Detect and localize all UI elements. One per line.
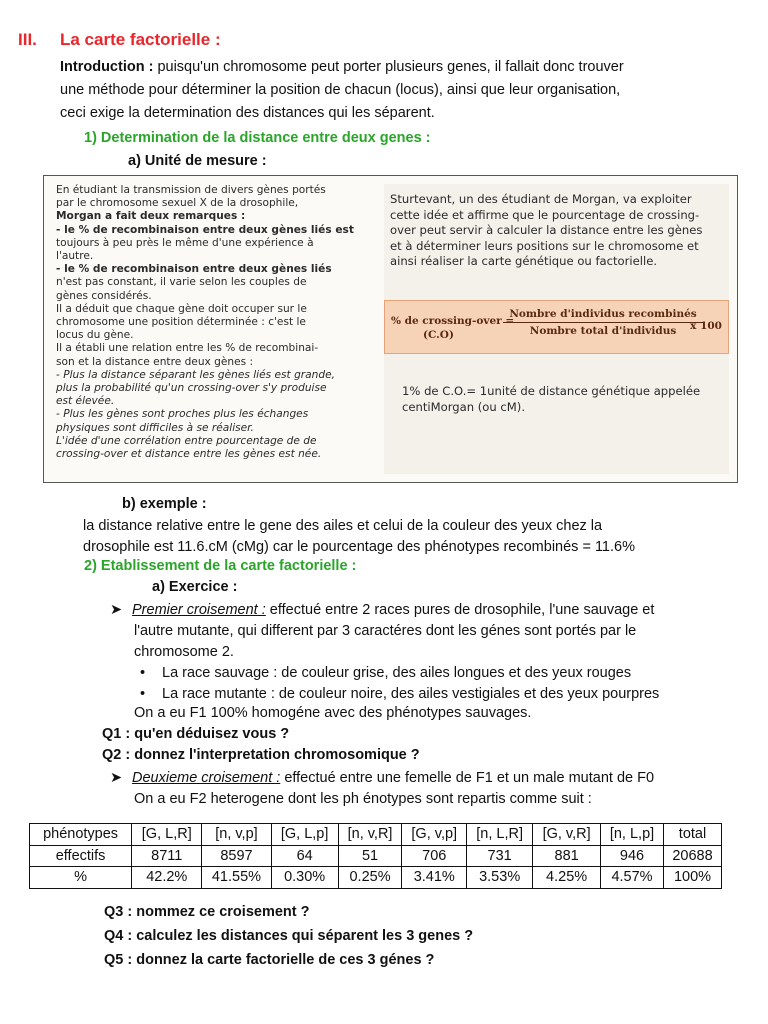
question-3: Q3 : nommez ce croisement ? [104,904,310,920]
table-cell: 51 [338,845,402,867]
intro-label: Introduction : [60,59,154,75]
fig-line: toujours à peu près le même d'une expérience à [56,236,314,249]
fig-right-line: et à déterminer leurs positions sur le chromosome et [390,238,699,253]
example-line-1: la distance relative entre le gene des ailes et celui de la couleur des yeux chez la [83,518,603,534]
table-cell: [n, v,R] [338,824,402,846]
fig-line: Il a établi une relation entre les % de recombinai- [56,342,319,355]
table-cell: 731 [467,845,533,867]
dot-bullet-icon: • [140,686,146,702]
fig-line: L'idée d'une corrélation entre pourcentage de de [56,434,317,447]
dot-bullet-icon: • [140,665,146,681]
table-cell: [n, L,p] [601,824,664,846]
table-cell: 8597 [202,845,271,867]
figure-morgan-text [56,184,372,461]
example-text [83,516,743,558]
fig-right-line: ainsi réaliser la carte génétique ou factorielle. [390,254,658,268]
formula-fraction [503,308,703,337]
fig-line: - Plus la distance séparant les gènes liés est grande, [56,368,335,381]
unit-heading: a) Unité de mesure : [128,153,267,169]
fig-line: son et la distance entre deux gènes : [56,355,254,368]
formula-numerator: Nombre d'individus recombinés [503,308,703,323]
formula-left: % de crossing-over = [391,315,515,327]
phenotype-table [29,823,722,889]
bullet-mutant-race: La race mutante : de couleur noire, des ailes vestigiales et des yeux pourpres [162,686,660,702]
table-cell: 20688 [664,845,722,867]
table-row-percent [30,867,722,889]
table-cell: 41.55% [202,867,271,889]
subsection-2-title: 2) Etablissement de la carte factorielle : [84,558,357,574]
table-cell: 4.57% [601,867,664,889]
bullet-wild-race: La race sauvage : de couleur grise, des ailes longues et des yeux rouges [162,665,632,681]
section-number: III. [18,30,37,49]
exercise-heading: a) Exercice : [152,579,238,595]
table-cell: 42.2% [132,867,202,889]
table-cell: % [30,867,132,889]
fig-line: n'est pas constant, il varie selon les couples de [56,276,307,289]
fig-line: par le chromosome sexuel X de la drosophile, [56,197,299,210]
intro-line-2: une méthode pour déterminer la position de chacun (locus), ainsi que leur organisation, [60,82,621,98]
second-cross-label: Deuxieme croisement : [132,770,281,786]
table-cell: phénotypes [30,824,132,846]
race-bullets [140,663,659,705]
table-cell: 706 [402,845,467,867]
first-cross-block [110,600,740,663]
table-cell: [G, L,R] [132,824,202,846]
fig-line: En étudiant la transmission de divers gènes portés [56,184,326,196]
table-cell: 0.25% [338,867,402,889]
table-cell: 881 [533,845,601,867]
fig-line: gènes considérés. [56,289,152,302]
fig-line: Morgan a fait deux remarques : [56,210,246,223]
table-cell: [G, L,p] [271,824,338,846]
figure-sturtevant-panel [384,184,729,474]
question-4: Q4 : calculez les distances qui séparent les 3 genes ? [104,928,474,944]
second-cross-line-1: effectué entre une femelle de F1 et un male mutant de F0 [284,770,655,786]
fig-line: - Plus les gènes sont proches plus les échanges [56,408,309,421]
table-cell: total [664,824,722,846]
first-cross-label: Premier croisement : [132,602,266,618]
table-cell: [n, L,R] [467,824,533,846]
table-cell: [G, v,R] [533,824,601,846]
fig-line: plus la probabilité qu'un crossing-over s'y produise [56,382,327,395]
table-cell: 946 [601,845,664,867]
table-cell: 100% [664,867,722,889]
introduction-paragraph [60,56,730,125]
fig-line: l'autre. [56,250,94,263]
fig-line: crossing-over et distance entre les gènes est née. [56,448,322,461]
example-line-2: drosophile est 11.6.cM (cMg) car le pourcentage des phénotypes recombinés = 11.6% [83,539,635,555]
fig-line: - le % de recombinaison entre deux gènes liés [56,263,332,276]
table-cell: 8711 [132,845,202,867]
intro-line-3: ceci exige la determination des distances qui les séparent. [60,105,435,121]
section-title: La carte factorielle : [60,30,221,49]
first-cross-line-2: l'autre mutante, qui different par 3 caractéres dont les génes sont portés par le [134,623,637,639]
table-cell: effectifs [30,845,132,867]
first-cross-line-1: effectué entre 2 races pures de drosophile, l'une sauvage et [269,602,655,618]
table-cell: 0.30% [271,867,338,889]
subsection-1-title: 1) Determination de la distance entre deux genes : [84,130,431,146]
table-cell: [n, v,p] [202,824,271,846]
table-cell: 3.41% [402,867,467,889]
f1-result: On a eu F1 100% homogéne avec des phénotypes sauvages. [134,705,532,721]
question-5: Q5 : donnez la carte factorielle de ces 3 génes ? [104,952,435,968]
arrow-bullet-icon: ➤ [110,602,123,618]
unit-definition-line-1: 1% de C.O.= 1unité de distance génétique appelée [402,384,701,398]
fig-line: chromosome une position déterminée : c'est le [56,316,306,329]
second-cross-line-2: On a eu F2 heterogene dont les ph énotypes sont repartis comme suit : [134,791,592,807]
question-2: Q2 : donnez l'interpretation chromosomique ? [102,747,420,763]
fig-right-line: over peut servir à calculer la distance entre les gènes [390,223,703,237]
table-row-effectifs [30,845,722,867]
intro-line-1: puisqu'un chromosome peut porter plusieurs genes, il fallait donc trouver [157,59,624,75]
table-cell: 4.25% [533,867,601,889]
table-cell: 3.53% [467,867,533,889]
table-cell: 64 [271,845,338,867]
fig-line: locus du gène. [56,329,134,342]
fig-line: Il a déduit que chaque gène doit occuper sur le [56,302,307,315]
arrow-bullet-icon: ➤ [110,770,123,786]
example-heading: b) exemple : [122,496,207,512]
fig-right-line: cette idée et affirme que le pourcentage de crossing- [390,207,700,222]
fig-right-line: Sturtevant, un des étudiant de Morgan, va exploiter [390,192,692,206]
first-cross-line-3: chromosome 2. [134,644,234,660]
formula-denominator: Nombre total d'individus [529,325,677,337]
table-cell: [G, v,p] [402,824,467,846]
formula-left-sub: (C.O) [423,329,454,341]
second-cross-block [110,768,740,810]
table-header-row [30,824,722,846]
fig-line: - le % de recombinaison entre deux gènes liés est [56,223,354,236]
textbook-figure [43,175,738,483]
crossing-over-formula [384,300,729,354]
fig-line: est élevée. [56,395,115,408]
unit-definition-line-2: centiMorgan (ou cM). [402,399,526,414]
formula-factor: x 100 [690,320,722,332]
question-1: Q1 : qu'en déduisez vous ? [102,726,290,742]
fig-line: physiques sont difficiles à se réaliser. [56,421,254,434]
